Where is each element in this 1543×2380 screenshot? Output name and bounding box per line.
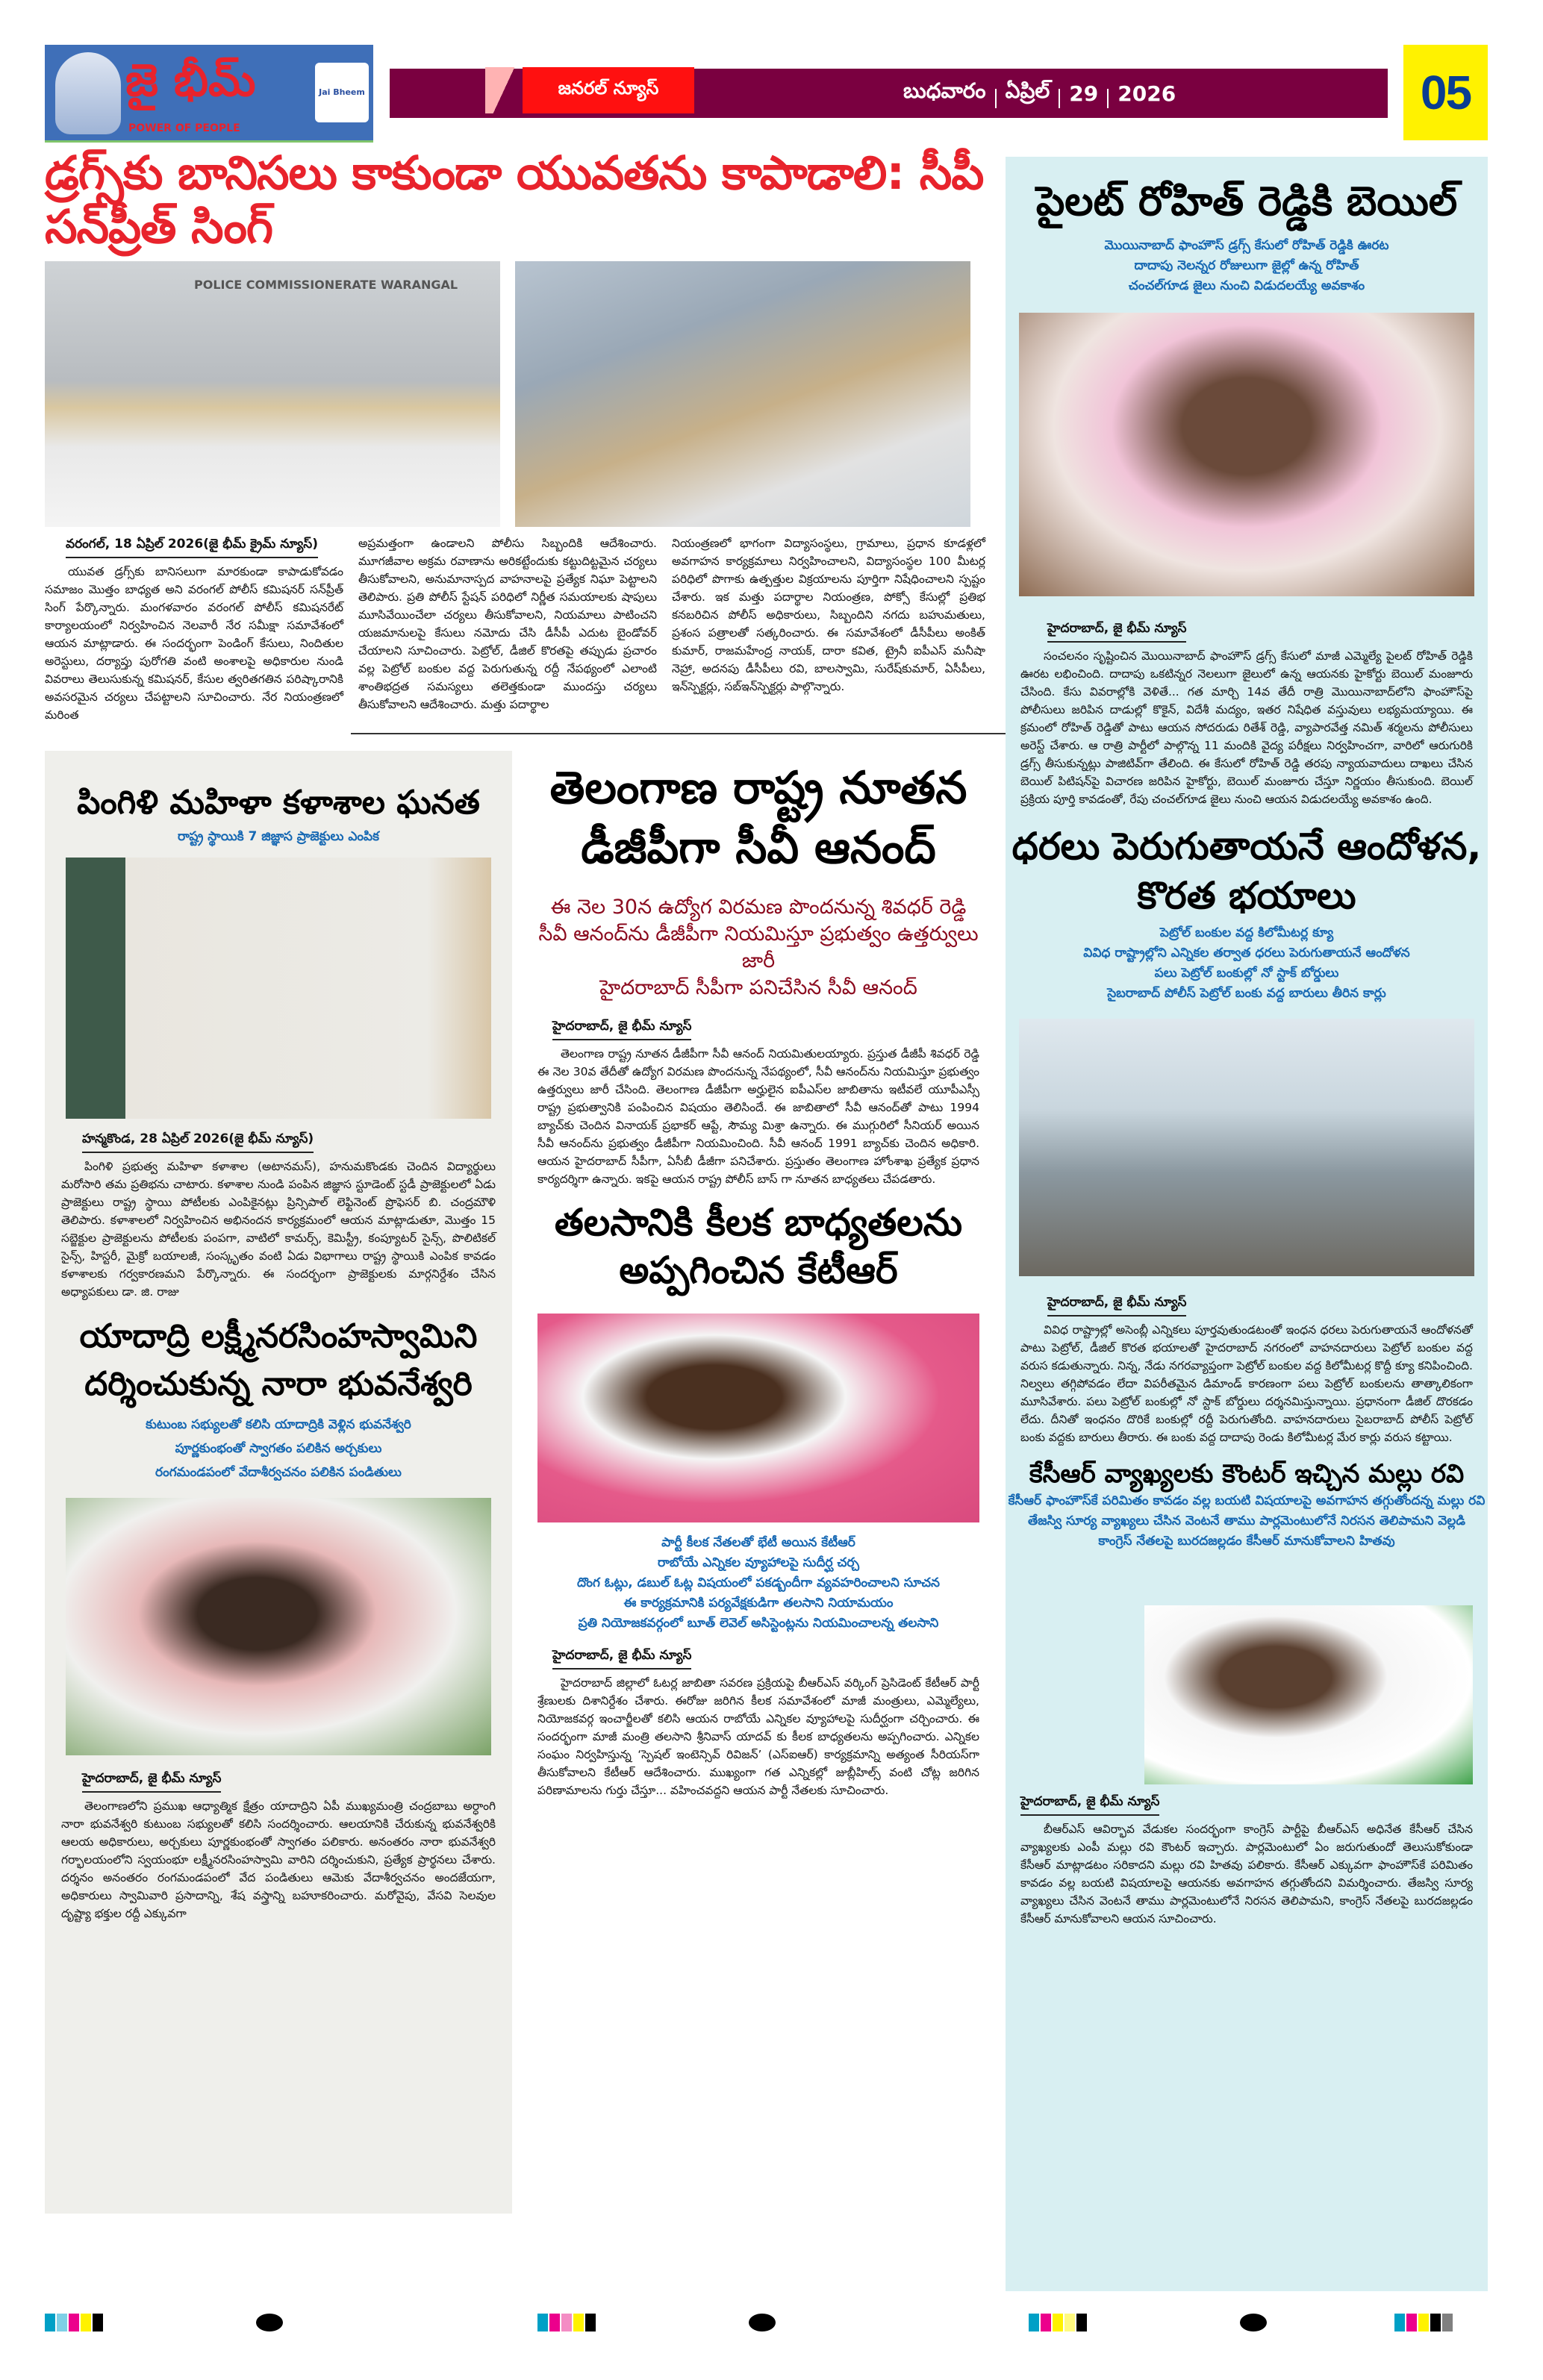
petrol-sub-3: పలు పెట్రోల్ బంకుల్లో నో స్టాక్ బోర్డులు <box>1154 966 1339 981</box>
paper-tagline: POWER OF PEOPLE <box>128 122 240 134</box>
divider <box>1059 89 1060 108</box>
petrol-sub-2: వివిధ రాష్ట్రాల్లోని ఎన్నికల తర్వాత ధరలు పెరుగుతాయనే ఆందోళన <box>1083 946 1410 961</box>
section-wedge <box>485 67 523 113</box>
meeting-hall-photo <box>515 261 970 527</box>
mallu-ravi-photo <box>1144 1605 1473 1784</box>
rohit-sub-3: చంచల్‌గూడ జైలు నుంచి విడుదలయ్యే అవకాశం <box>1128 278 1365 293</box>
dgp-body: తెలంగాణ రాష్ట్ర నూతన డీజీపీగా సీవీ ఆనంద్ నియమితులయ్యారు. ప్రస్తుత డీజీపీ శివధర్ రెడ్డి ఈ నెల 30వ తేదీతో ఉద్యోగ విరమణ పొందనున్న నేపథ్యంలో, సీవీ ఆనంద్‌ను నియమిస్తూ ప్రభుత్వం ఉత్తర్వులు జారీ చేసింది. తెలంగాణ డీజీపీగా అర్హులైన ఐపీఎస్‌ల జాబితాను ఇటీవలే యూపీఎస్సీ రాష్ట్ర ప్రభుత్వానికి పంపించిన విషయం తెలిసిందే. ఈ జాబితాలో సీవీ ఆనంద్‌తో పాటు 1994 బ్యాచ్‌కు చెందిన వినాయక్ ప్రభాకర్ ఆప్టే, సౌమ్య మిశ్రా ఉన్నారు. ఈ ముగ్గురిలో సీనియర్ అయిన సీవీ ఆనంద్‌ను ప్రభుత్వం డీజీపీగా నియమించింది. సీవీ ఆనంద్ 1991 బ్యాచ్‌కు చెందిన అధికారి. ఆయన హైదరాబాద్ సీపీగా, ఏసీబీ డీజీగా పనిచేశారు. ప్రస్తుతం తెలంగాణ హోంశాఖ ప్రత్యేక ప్రధాన కార్యదర్శిగా ఉన్నారు. ఇకపై ఆయన రాష్ట్ర పోలీస్ బాస్ గా నూతన బాధ్యతలు చేపడతారు. <box>537 1047 979 1186</box>
petrol-sub-1: పెట్రోల్ బంకుల వద్ద కిలోమీటర్ల క్యూ <box>1159 925 1334 940</box>
talasani-sub-4: ఈ కార్యక్రమానికి పర్యవేక్షకుడిగా తలసాని నియామయం <box>623 1596 894 1611</box>
color-swatch <box>1430 2314 1441 2331</box>
divider <box>995 89 997 108</box>
color-swatch <box>57 2314 67 2331</box>
right-panel <box>1006 157 1488 2291</box>
pingili-dateline: హన్మకొండ, 28 ఏప్రిల్ 2026(జై భీమ్ న్యూస్) <box>82 1129 314 1153</box>
talasani-sub-3: దొంగ ఓట్లు, డబుల్ ఓట్ల విషయంలో పకడ్బందీగా వ్యవహరించాలని సూచన <box>577 1575 940 1590</box>
lead-col-3 <box>672 534 985 724</box>
date-day: బుధవారం <box>903 78 986 103</box>
color-swatch <box>585 2314 596 2331</box>
rohit-headline: పైలట్ రోహిత్ రెడ్డికి బెయిల్ <box>1035 178 1458 225</box>
pingili-headline: పింగిళి మహిళా కళాశాల ఘనత <box>77 784 480 822</box>
dgp-sub-2: సీవీ ఆనంద్‌ను డీజీపీగా నియమిస్తూ ప్రభుత్వం ఉత్తర్వులు జారీ <box>538 922 979 972</box>
talasani-body: హైదరాబాద్ జిల్లాలో ఓటర్ల జాబితా సవరణ ప్రక్రియపై బీఆర్ఎస్ వర్కింగ్ ప్రెసిడెంట్ కేటీఆర్ పార్టీ శ్రేణులకు దిశానిర్దేశం చేశారు. ఈరోజు జరిగిన కీలక సమావేశంలో మాజీ మంత్రులు, ఎమ్మెల్యేలు, నియోజకవర్గ ఇంచార్జీలతో కలిసి ఆయన రాబోయే ఎన్నికల వ్యూహాలపై సుదీర్ఘంగా చర్చించారు. ఈ సందర్భంగా మాజీ మంత్రి తలసాని శ్రీనివాస్ యాదవ్ కు కీలక బాధ్యతలను అప్పగించారు. ఎన్నికల సంఘం నిర్వహిస్తున్న ‘స్పెషల్ ఇంటెన్సివ్ రివిజన్’ (ఎస్ఐఆర్) కార్యక్రమాన్ని అత్యంత సీరియస్‌గా తీసుకోవాలని కేటీఆర్ ఆదేశించారు. ముఖ్యంగా గత ఎన్నికల్లో జుబ్లీహిల్స్ వంటి చోట్ల జరిగిన పరిణామాలను గుర్తు చేస్తూ... వహించవద్దని ఆయన పార్టీ నేతలకు సూచించారు. <box>537 1676 979 1797</box>
ravi-body: బీఆర్ఎస్ ఆవిర్భావ వేడుకల సందర్భంగా కాంగ్రెస్ పార్టీపై బీఆర్ఎస్ అధినేత కేసీఆర్ చేసిన వ్యాఖ్యలకు ఎంపీ మల్లు రవి కౌంటర్ ఇచ్చారు. పార్లమెంటులో ఏం జరుగుతుందో తెలుసుకోకుండా కేసీఆర్ మాట్లాడటం సరికాదని మల్లు రవి హితవు పలికారు. కేసీఆర్ ఎక్కువగా ఫాంహౌస్‌కే పరిమితం కావడం వల్ల బయటి విషయాలపై ఆయనకు అవగాహన తగ్గుతోందని విమర్శించారు. తేజస్వి సూర్య వ్యాఖ్యలు చేసిన వెంటనే తాము పార్లమెంటులోనే నిరసన తెలిపామని, కాంగ్రెస్ నేతలపై బురదజల్లడం కేసీఆర్ మానుకోవాలని ఆయన సూచించారు. <box>1020 1823 1473 1925</box>
color-swatch <box>549 2314 560 2331</box>
dgp-headline: తెలంగాణ రాష్ట్ర నూతన డీజీపీగా సీవీ ఆనంద్ <box>549 762 967 874</box>
color-swatch <box>1406 2314 1417 2331</box>
color-swatch <box>561 2314 572 2331</box>
talasani-headline: తలసానికి కీలక బాధ్యతలను అప్పగించిన కేటీఆర్ <box>554 1201 963 1292</box>
lower-row <box>45 751 985 2214</box>
yadadri-sub-3: రంగమండపంలో వేదాశీర్వచనం పలికిన పండితులు <box>155 1465 402 1480</box>
color-swatch <box>537 2314 548 2331</box>
section-label: జనరల్ న్యూస్ <box>523 67 694 113</box>
rohit-dateline: హైదరాబాద్, జై భీమ్ న్యూస్ <box>1047 619 1186 643</box>
color-bar-3 <box>1029 2314 1087 2331</box>
ravi-dateline: హైదరాబాద్, జై భీమ్ న్యూస్ <box>1020 1792 1159 1816</box>
pingili-body: పింగిళి ప్రభుత్వ మహిళా కళాశాల (అటానమస్), హనుమకొండకు చెందిన విద్యార్థులు మరోసారి తమ ప్రతిభను చాటారు. కళాశాల నుండి పంపిన జిజ్ఞాస స్టూడెంట్ స్టడీ ప్రాజెక్టులలో ఏడు ప్రాజెక్టులు రాష్ట్ర స్థాయి పోటీలకు ఎంపికైనట్లు ప్రిన్సిపాల్ లెఫ్టినెంట్ ప్రొఫెసర్ బి. చంద్రమౌళి తెలిపారు. కళాశాలలో నిర్వహించిన అభినందన కార్యక్రమంలో ఆయన మాట్లాడుతూ, మొత్తం 15 సబ్జెక్టుల ప్రాజెక్టులను పోటీలకు పంపగా, వాటిలో కామర్స్, కెమిస్ట్రీ, కంప్యూటర్ సైన్స్, పొలిటికల్ సైన్స్, హిస్టరీ, మైక్రో బయాలజీ, సంస్కృతం వంటి ఏడు విభాగాలు రాష్ట్ర స్థాయికి ఎంపిక కావడం కళాశాలకు గర్వకారణమని పేర్కొన్నారు. ఈ సందర్భంగా ప్రాజెక్టులకు మార్గనిర్దేశం చేసిన అధ్యాపకులు డా. జి. రాజు <box>61 1160 496 1299</box>
date-date: 29 <box>1069 81 1099 106</box>
dgp-sub-3: హైదరాబాద్ సీపీగా పనిచేసిన సీవీ ఆనంద్ <box>599 976 917 999</box>
date-month: ఏప్రిల్ <box>1005 78 1050 103</box>
lead-photos <box>45 261 985 527</box>
lead-body-1: యువత డ్రగ్స్‌కు బానిసలుగా మారకుండా కాపాడుకోవడం సమాజం మొత్తం బాధ్యత అని వరంగల్ పోలీస్ కమిషనర్ సన్‌ప్రీత్ సింగ్ పేర్కొన్నారు. మంగళవారం వరంగల్ పోలీస్ కమిషనరేట్ కార్యాలయంలో నిర్వహించిన నెలవారీ నేర సమీక్షా సమావేశంలో ఆయన మాట్లాడారు. ఈ సందర్భంగా పెండింగ్ కేసులు, నిందితుల అరెస్టులు, దర్యాప్తు పురోగతి వంటి అంశాలపై అధికారుల నుండి వివరాలు తెలుసుకున్న కమిషనర్, కేసుల త్వరితగతిన పరిష్కారానికి అవసరమైన చర్యలు చేపట్టాలని సూచించారు. నేర నియంత్రణలో మరింత <box>45 565 343 722</box>
color-swatch <box>81 2314 91 2331</box>
petrol-dateline: హైదరాబాద్, జై భీమ్ న్యూస్ <box>1047 1293 1186 1317</box>
petrol-bunk-photo <box>1019 1019 1474 1276</box>
lead-body-2: అప్రమత్తంగా ఉండాలని పోలీసు సిబ్బందికి ఆదేశించారు. మూగజీవాల అక్రమ రవాణాను అరికట్టేందుకు కట్టుదిట్టమైన చర్యలు తీసుకోవాలని, అనుమానాస్పద వాహనాలపై ప్రత్యేక నిఘా పెట్టాలని తెలిపారు. ప్రతి పోలీస్ స్టేషన్ పరిధిలో నిర్ణీత సమయాలకు షాపులు మూసివేయించేలా చర్యలు తీసుకోవాలని, నియమాలు పాటించని యజమానులపై కేసులు నమోదు చేసి డీసీపీ ఎదుట బైండోవర్ చేయాలని సూచించారు. పెట్రోల్, డీజిల్ కొరతపై తప్పుడు ప్రచారం వల్ల పెట్రోల్ బంకుల వద్ద పెరుగుతున్న రద్దీ నేపథ్యంలో ఎలాంటి శాంతిభద్రత సమస్యలు తలెత్తకుండా ముందస్తు చర్యలు తీసుకోవాలని ఆదేశించారు. మత్తు పదార్థాల <box>358 537 657 711</box>
yadadri-dateline: హైదరాబాద్, జై భీమ్ న్యూస్ <box>82 1769 221 1793</box>
color-swatch <box>1418 2314 1429 2331</box>
talasani-dateline: హైదరాబాద్, జై భీమ్ న్యూస్ <box>552 1646 691 1670</box>
talasani-sub-1: పార్టీ కీలక నేతలతో భేటీ అయిన కేటీఆర్ <box>661 1535 855 1550</box>
page-number: 05 <box>1420 66 1471 119</box>
talasani-sub-2: రాబోయే ఎన్నికల వ్యూహాలపై సుదీర్ఘ చర్చ <box>657 1555 860 1570</box>
rohit-reddy-photo <box>1019 313 1474 596</box>
color-swatch <box>69 2314 79 2331</box>
paper-name: జై భీమ్ <box>125 54 256 107</box>
yadadri-headline: యాదాద్రి లక్ష్మీనరసింహస్వామిని దర్శించుకున్న నారా భువనేశ్వరి <box>79 1317 478 1403</box>
registration-mark <box>256 2314 283 2331</box>
lead-headline: డ్రగ్స్‌కు బానిసలు కాకుండా యువతను కాపాడాలి: సీపీ సన్‌ప్రీత్ సింగ్ <box>45 146 984 254</box>
left-panel <box>45 751 512 2214</box>
dgp-sub-1: ఈ నెల 30న ఉద్యోగ విరమణ పొందనున్న శివధర్ రెడ్డి <box>550 896 967 919</box>
rohit-sub-2: దాదాపు నెలన్నర రోజులుగా జైల్లో ఉన్న రోహిత్ <box>1134 258 1359 273</box>
color-bar-1 <box>45 2314 103 2331</box>
yadadri-body: తెలంగాణలోని ప్రముఖ ఆధ్యాత్మిక క్షేత్రం యాదాద్రిని ఏపీ ముఖ్యమంత్రి చంద్రబాబు అర్ధాంగి నారా భువనేశ్వరి కుటుంబ సభ్యులతో కలిసి సందర్శించారు. ఆలయానికి చేరుకున్న భువనేశ్వరికి ఆలయ అధికారులు, అర్చకులు పూర్ణకుంభంతో స్వాగతం పలికారు. అనంతరం నారా భువనేశ్వరి గర్భాలయంలోని స్వయంభూ లక్ష్మీనరసింహస్వామి వారిని దర్శించుకుని, ప్రత్యేక ప్రార్థనలు చేశారు. దర్శనం అనంతరం రంగమండపంలో వేద పండితులు ఆమెకు వేదాశీర్వచనం అందజేయగా, అధికారులు స్వామివారి ప్రసాదాన్ని, శేష వస్త్రాన్ని బహూకరించారు. మరోవైపు, వేసవి సెలవుల దృష్ట్యా భక్తుల రద్దీ ఎక్కువగా <box>61 1799 496 1920</box>
pingili-sub: రాష్ట్ర స్థాయికి 7 జిజ్ఞాస ప్రాజెక్టులు ఎంపిక <box>177 829 380 844</box>
color-swatch <box>1041 2314 1051 2331</box>
color-swatch <box>93 2314 103 2331</box>
color-swatch <box>45 2314 55 2331</box>
ravi-sub-3: కాంగ్రెస్ నేతలపై బురదజల్లడం కేసీఆర్ మానుకోవాలని హితవు <box>1098 1534 1395 1549</box>
color-bar-2 <box>537 2314 596 2331</box>
yadadri-sub-1: కుటుంబ సభ్యులతో కలిసి యాదాద్రికి వెళ్లిన భువనేశ్వరి <box>146 1417 411 1432</box>
petrol-sub-4: సైబరాబాద్ పోలీస్ పెట్రోల్ బంకు వద్ద బారులు తీరిన కార్లు <box>1107 986 1386 1001</box>
ravi-headline: కేసీఆర్ వ్యాఖ్యలకు కౌంటర్ ఇచ్చిన మల్లు రవి <box>1029 1459 1465 1489</box>
petrol-headline: ధరలు పెరుగుతాయనే ఆందోళన, కొరత భయాలు <box>1011 825 1482 917</box>
lead-columns <box>45 534 985 724</box>
color-swatch <box>1029 2314 1039 2331</box>
lead-col-1 <box>45 534 343 724</box>
yadadri-sub-2: పూర్ణకుంభంతో స్వాగతం పలికిన అర్చకులు <box>175 1441 382 1456</box>
middle-column <box>537 751 979 1799</box>
dgp-dateline: హైదరాబాద్, జై భీమ్ న్యూస్ <box>552 1016 691 1040</box>
registration-mark <box>749 2314 776 2331</box>
masthead-logo <box>45 45 373 143</box>
color-swatch <box>1053 2314 1063 2331</box>
color-swatch <box>1394 2314 1405 2331</box>
date-year: 2026 <box>1117 81 1176 106</box>
divider <box>351 733 1023 734</box>
lead-col-2 <box>358 534 657 724</box>
color-swatch <box>573 2314 584 2331</box>
bhuvaneswari-photo <box>66 1498 491 1755</box>
jai-bheem-tv-logo: Jai Bheem <box>315 63 369 122</box>
rohit-sub-1: మొయినాబాద్ ఫాంహౌస్ డ్రగ్స్ కేసులో రోహిత్ రెడ్డికి ఊరట <box>1104 238 1389 253</box>
main-flow <box>45 146 985 2214</box>
color-swatch <box>1076 2314 1087 2331</box>
photo-sign: POLICE COMMISSIONERATE WARANGAL <box>194 278 458 292</box>
police-review-photo <box>45 261 500 527</box>
rohit-body: సంచలనం సృష్టించిన మొయినాబాద్ ఫాంహౌస్ డ్రగ్స్ కేసులో మాజీ ఎమ్మెల్యే పైలట్ రోహిత్ రెడ్డికి ఊరట లభించింది. దాదాపు ఒకటిన్నర నెలలుగా జైలులో ఉన్న ఆయనకు హైకోర్టు బెయిల్ మంజూరు చేసింది. కేసు వివరాల్లోకి వెళితే... గత మార్చి 14వ తేదీ రాత్రి మొయినాబాద్‌లోని ఫాంహౌస్‌పై పోలీసులు జరిపిన దాడుల్లో కొకైన్, విదేశీ మద్యం, ఇతర నిషేధిత వస్తువులు లభ్యమయ్యాయి. ఈ క్రమంలో రోహిత్ రెడ్డితో పాటు ఆయన సోదరుడు రితేశ్ రెడ్డి, వ్యాపారవేత్త నమిత్ శర్మలను పోలీసులు అరెస్ట్ చేశారు. ఆ రాత్రి పార్టీలో పాల్గొన్న 11 మందికి వైద్య పరీక్షలు నిర్వహించగా, వారిలో ఆరుగురికి డ్రగ్స్ తీసుకున్నట్లు పాజిటివ్‌గా తేలింది. ఈ కేసులో రోహిత్ రెడ్డి తరపు న్యాయవాదులు దాఖలు చేసిన బెయిల్ పిటిషన్‌పై విచారణ జరిపిన హైకోర్టు, బెయిల్ మంజూరు చేస్తూ నిర్ణయం తీసుకుంది. బెయిల్ ప్రక్రియ పూర్తి కావడంతో, రేపు చంచల్‌గూడ జైలు నుంచి ఆయన విడుదలయ్యే అవకాశం ఉంది. <box>1020 649 1473 806</box>
lead-dateline: వరంగల్, 18 ఏప్రిల్ 2026(జై భీమ్ క్రైమ్ న్యూస్) <box>66 534 318 558</box>
issue-date <box>903 69 1176 118</box>
divider <box>1107 89 1109 108</box>
color-swatch <box>1442 2314 1453 2331</box>
talasani-sub-5: ప్రతి నియోజకవర్గంలో బూత్ లెవెల్ అసిస్టెంట్లను నియమించాలన్న తలసాని <box>578 1616 939 1631</box>
talasani-photo <box>537 1314 979 1522</box>
ravi-sub-2: తేజస్వి సూర్య వ్యాఖ్యలు చేసిన వెంటనే తాము పార్లమెంటులోనే నిరసన తెలిపామని వెల్లడి <box>1028 1514 1465 1528</box>
registration-mark <box>1240 2314 1267 2331</box>
ravi-sub-1: కేసీఆర్ ఫాంహౌస్‌కే పరిమితం కావడం వల్ల బయటి విషయాలపై అవగాహన తగ్గుతోందన్న మల్లు రవి <box>1008 1493 1486 1508</box>
color-bar-4 <box>1394 2314 1453 2331</box>
lead-body-3: నియంత్రణలో భాగంగా విద్యాసంస్థలు, గ్రామాలు, ప్రధాన కూడళ్లలో అవగాహన కార్యక్రమాలు నిర్వహించాలని, విద్యాసంస్థల 100 మీటర్ల పరిధిలో పొగాకు ఉత్పత్తుల విక్రయాలను పూర్తిగా నిషేధించాలని స్పష్టం చేశారు. ఇక మత్తు పదార్థాల నియంత్రణ, పోక్సో కేసుల్లో ప్రతిభ కనబరిచిన పోలీస్ అధికారులు, సిబ్బందిని నగదు బహుమతులు, ప్రశంస పత్రాలతో సత్కరించారు. ఈ సమావేశంలో డీసీపీలు అంకిత్ కుమార్, రాజమహేంద్ర నాయక్, దారా కవిత, ట్రైనీ ఐపీఎస్ మనీషా నెహ్రా, అదనపు డీసీపీలు రవి, బాలస్వామి, సురేష్‌కుమార్, ఏసీపీలు, ఇన్‌స్పెక్టర్లు, సబ్‌ఇన్‌స్పెక్టర్లు పాల్గొన్నారు. <box>672 537 985 693</box>
classroom-photo <box>66 858 491 1119</box>
page-number-box <box>1403 45 1488 140</box>
ambedkar-portrait <box>55 52 121 134</box>
petrol-body: వివిధ రాష్ట్రాల్లో అసెంబ్లీ ఎన్నికలు పూర్తవుతుండటంతో ఇంధన ధరలు పెరుగుతాయనే ఆందోళనతో పాటు పెట్రోల్, డీజిల్ కొరత భయాలతో హైదరాబాద్ నగరంలో వాహనదారులు పెట్రోల్ బంకుల వద్ద వరుస కడుతున్నారు. నిన్న, నేడు నగరవ్యాప్తంగా పెట్రోల్ బంకుల వద్ద కిలోమీటర్ల కొద్దీ క్యూ కనిపించింది. నిల్వలు తగ్గిపోవడం లేదా విపరీతమైన డిమాండ్ కారణంగా పలు పెట్రోల్ బంకులను తాత్కాలికంగా మూసివేశారు. పలు పెట్రోల్ బంకుల్లో నో స్టాక్ బోర్డులు దర్శనమిస్తున్నాయి. ప్రధానంగా డీజిల్ దొరకడం లేదు. దీనితో ఇంధనం దొరికే బంకుల్లో రద్దీ పెరుగుతోంది. వాహనదారులు సైబరాబాద్ పోలీస్ పెట్రోల్ బంకు వద్దకు బారులు తీరారు. ఈ బంకు వద్ద దాదాపు రెండు కిలోమీటర్ల మేర కార్లు వరుస కట్టాయి. <box>1020 1323 1473 1444</box>
color-swatch <box>1064 2314 1075 2331</box>
